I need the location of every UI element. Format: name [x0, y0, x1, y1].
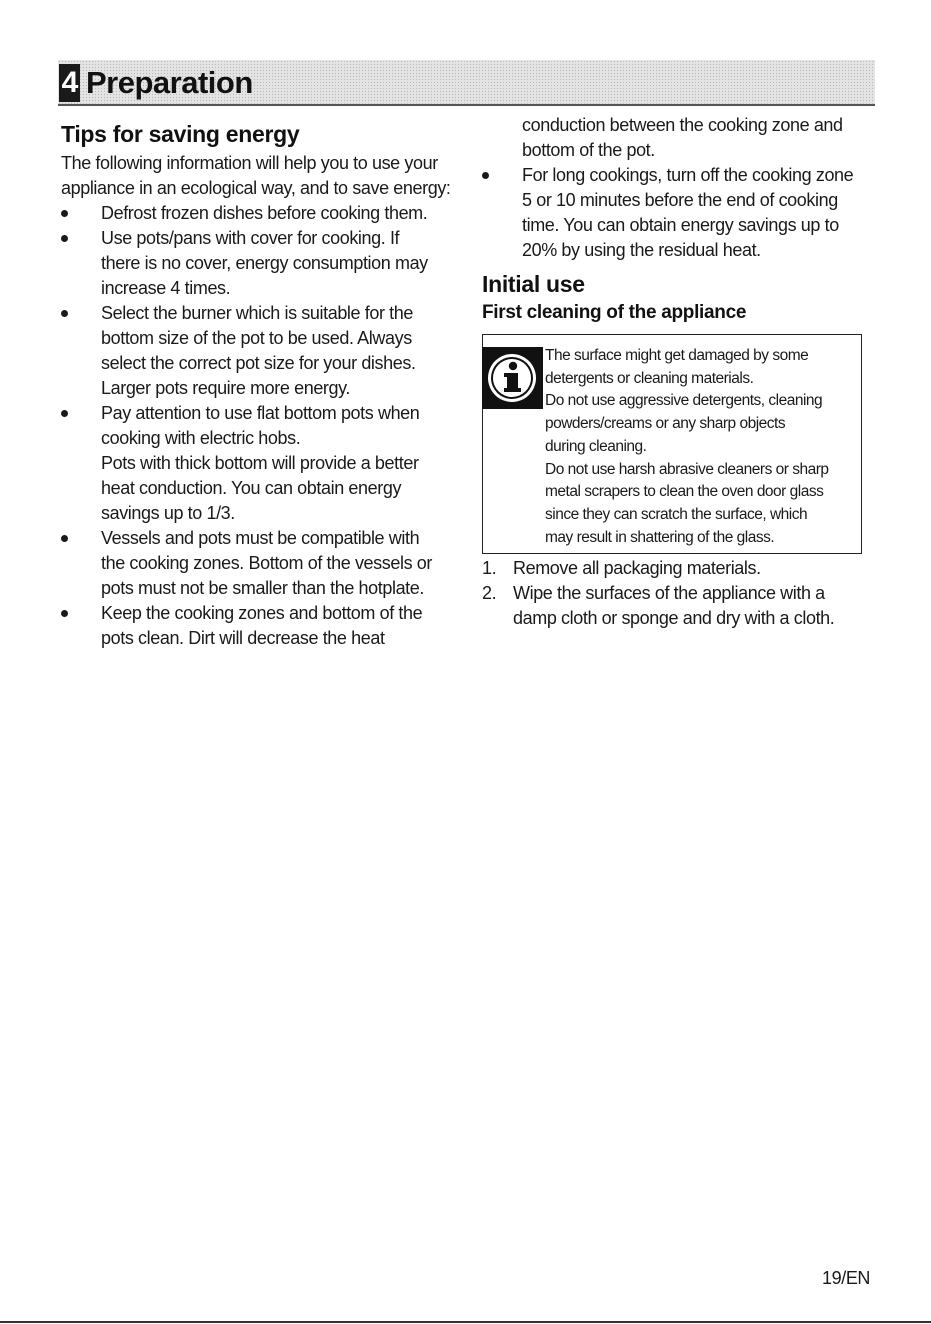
cleaning-steps-list: [482, 556, 882, 631]
bullet-icon: [61, 235, 68, 242]
first-cleaning-subheading: First cleaning of the appliance: [482, 302, 747, 323]
initial-use-heading: Initial use: [482, 271, 585, 297]
tips-heading: Tips for saving energy: [61, 121, 300, 147]
list-item: Vessels and pots must be compatible with the cooking zones. Bottom of the vessels or pots must not be smaller than the hotplate.: [61, 526, 451, 601]
left-column: [61, 118, 451, 651]
list-item: For long cookings, turn off the cooking zone 5 or 10 minutes before the end of cooking time. You can obtain energy savings up to 20% by using the residual heat.: [482, 163, 882, 263]
tips-intro: The following information will help you to use your appliance in an ecological way, and to save energy:: [61, 153, 451, 198]
list-item: Keep the cooking zones and bottom of the pots clean. Dirt will decrease the heat: [61, 601, 451, 651]
numbered-step: 1. Remove all packaging materials.: [482, 558, 761, 578]
bullet-icon: [61, 610, 68, 617]
right-column: [482, 113, 882, 631]
list-item: Select the burner which is suitable for the bottom size of the pot to be used. Always select the correct pot size for your dishes. Larger pots require more energy.: [61, 301, 451, 401]
list-item: Defrost frozen dishes before cooking them.: [61, 201, 451, 226]
info-icon: [482, 347, 543, 409]
numbered-step: 2. Wipe the surfaces of the appliance with a damp cloth or sponge and dry with a cloth.: [482, 583, 835, 628]
bullet-icon: [482, 172, 489, 179]
info-note-box: [482, 334, 862, 554]
chapter-title: Preparation: [86, 65, 253, 100]
list-item-continuation: conduction between the cooking zone and bottom of the pot.: [522, 115, 843, 160]
bullet-icon: [61, 410, 68, 417]
bullet-icon: [61, 535, 68, 542]
page-number: 19/EN: [822, 1268, 871, 1288]
bottom-divider: [0, 1321, 931, 1323]
bullet-icon: [61, 310, 68, 317]
info-icon-graphic: [482, 347, 543, 409]
info-note-text: The surface might get damaged by some detergents or cleaning materials. Do not use aggressive detergents, cleaning powders/creams or any sharp objects during cleaning. Do not use harsh abrasive cleaners or sharp metal scrapers to clean the oven door glass since they can scratch the surface, which may result in shattering of the glass.: [545, 347, 829, 546]
tips-list: [61, 201, 451, 651]
list-item: Pay attention to use flat bottom pots when cooking with electric hobs. Pots with thick bottom will provide a better heat conduction. You can obtain energy savings up to 1/3.: [61, 401, 451, 526]
chapter-number: 4: [59, 64, 80, 102]
bullet-icon: [61, 210, 68, 217]
list-item: Use pots/pans with cover for cooking. If there is no cover, energy consumption may increase 4 times.: [61, 226, 451, 301]
